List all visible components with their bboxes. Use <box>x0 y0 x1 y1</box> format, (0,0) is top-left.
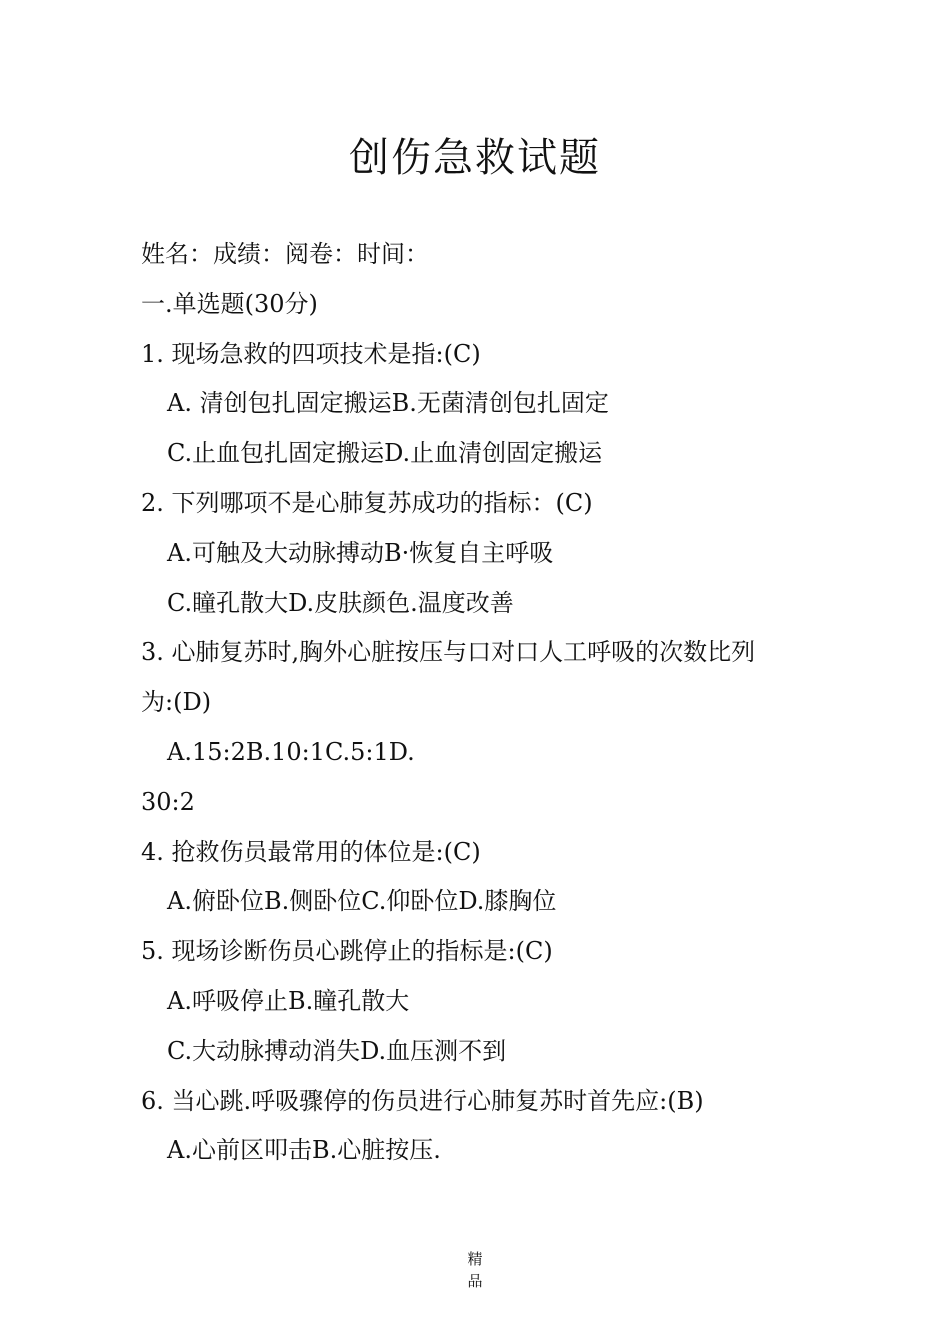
section-heading: 一.单选题(30分) <box>141 289 318 318</box>
question-line: 为:(D) <box>141 688 212 717</box>
option-line: A.心前区叩击B.心脏按压. <box>167 1136 441 1165</box>
option-line: C.大动脉搏动消失D.血压测不到 <box>167 1036 507 1065</box>
question-line: 2. 下列哪项不是心肺复苏成功的指标：(C) <box>141 488 593 517</box>
question-list <box>141 330 841 1177</box>
option-line: C.止血包扎固定搬运D.止血清创固定搬运 <box>167 439 603 468</box>
option-line: A.俯卧位B.侧卧位C.仰卧位D.膝胸位 <box>167 887 557 916</box>
option-line: C.瞳孔散大D.皮肤颜色.温度改善 <box>167 588 514 617</box>
question-line: 1. 现场急救的四项技术是指:(C) <box>141 339 481 368</box>
header-fields: 姓名：成绩：阅卷：时间： <box>141 240 429 268</box>
footer-line-1: 精 <box>467 1250 483 1268</box>
option-line: A.呼吸停止B.瞳孔散大 <box>167 986 410 1015</box>
question-line: 6. 当心跳.呼吸骤停的伤员进行心肺复苏时首先应:(B) <box>141 1086 704 1115</box>
footer-mark <box>0 1248 950 1292</box>
question-line: 5. 现场诊断伤员心跳停止的指标是:(C) <box>141 937 553 966</box>
question-line: 30:2 <box>141 787 195 816</box>
exam-body <box>141 230 841 1176</box>
page-title: 创伤急救试题 <box>349 135 601 181</box>
question-line: 4. 抢救伤员最常用的体位是:(C) <box>141 837 481 866</box>
option-line: A.可触及大动脉搏动B·恢复自主呼吸 <box>167 538 554 567</box>
option-line: A. 清创包扎固定搬运B.无菌清创包扎固定 <box>167 389 609 418</box>
footer-line-2: 品 <box>467 1272 483 1290</box>
question-line: 3. 心肺复苏时,胸外心脏按压与口对口人工呼吸的次数比列 <box>141 638 756 667</box>
option-line: A.15:2B.10:1C.5:1D. <box>167 737 415 766</box>
